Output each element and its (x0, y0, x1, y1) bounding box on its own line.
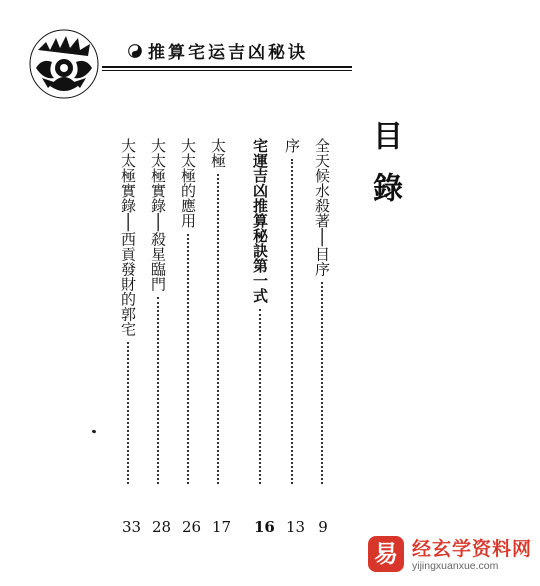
watermark-logo-char: 易 (374, 540, 398, 568)
ink-speck (92, 429, 97, 433)
toc-entry[interactable] (284, 138, 299, 490)
leader-dots (187, 234, 189, 484)
watermark (368, 532, 536, 578)
toc-entry-title: 大太極的應用 (179, 138, 197, 228)
watermark-title: 经玄学资料网 (412, 538, 533, 560)
dragon-emblem-icon (28, 28, 100, 100)
page-number: 9 (318, 518, 328, 536)
leader-dots (217, 174, 219, 484)
leader-dots (259, 309, 261, 484)
running-header (128, 38, 308, 63)
toc-entry[interactable] (314, 138, 329, 490)
yin-yang-icon (128, 44, 142, 58)
watermark-url: yijingxuanxue.com (412, 560, 499, 572)
leader-dots (291, 159, 293, 484)
header-rule-thin (102, 70, 352, 71)
page-number: 16 (254, 518, 275, 536)
leader-dots (157, 297, 159, 484)
leader-dots (321, 282, 323, 484)
page-number: 17 (212, 518, 232, 536)
page-number: 28 (152, 518, 172, 536)
page-number: 26 (182, 518, 202, 536)
leader-dots (127, 342, 129, 484)
toc-entry[interactable] (120, 138, 135, 490)
toc-entry-title: 大太極實錄──殺星臨門 (149, 138, 167, 292)
header-rule (102, 66, 352, 68)
toc-entry[interactable] (180, 138, 195, 490)
page-number: 13 (286, 518, 306, 536)
toc-entry[interactable] (150, 138, 165, 490)
toc-entry-title: 大太極實錄──西貢發財的郭宅 (119, 138, 137, 337)
toc-entry[interactable] (252, 138, 267, 490)
toc-entry-title: 太極 (209, 138, 227, 168)
toc-heading: 目錄 (367, 120, 402, 224)
toc-entry-title: 序 (283, 138, 301, 153)
toc-entry-title: 全天候水殺著──目序 (313, 138, 331, 277)
header-title: 推算宅运吉凶秘诀 (148, 43, 308, 63)
toc-entry[interactable] (210, 138, 225, 490)
toc-entry-title: 宅運吉凶推算秘訣第一式 (251, 138, 269, 303)
page-number: 33 (122, 518, 142, 536)
